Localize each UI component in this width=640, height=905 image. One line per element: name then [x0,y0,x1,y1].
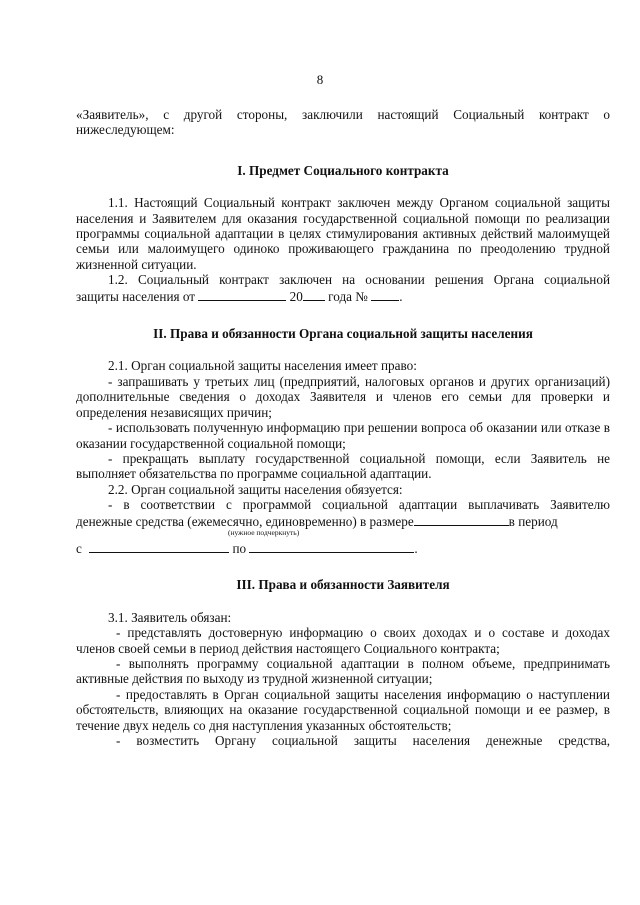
clause-2-2: 2.2. Орган социальной защиты населения обязуется: [108,481,403,497]
clause-2-1: 2.1. Орган социальной защиты населения имеет право: [108,358,417,374]
to-label: по [232,540,247,556]
year-blank [303,288,325,301]
clause-2-1-item-1: - запрашивать у третьих лиц (предприятий, налоговых органов и других организаций) дополнительные сведения о доходах Заявителя и членов его семьи для проверки и определения независящих причин; [76,373,610,420]
decision-number-blank [371,288,399,301]
clause-2-2-item-1: - в соответствии с программой социальной адаптации выплачивать Заявителю [108,497,610,513]
period-row [76,540,610,556]
period-to-blank [249,540,414,553]
year-prefix: 20 [289,288,303,304]
line-end-dot: . [399,288,403,304]
intro-paragraph: «Заявитель», с другой стороны, заключили настоящий Социальный контракт о нижеследующем: [76,107,610,138]
payment-text: денежные средства (ежемесячно, единовременно) в размере [76,513,414,529]
number-label: года № [328,288,368,304]
clause-3-1-item-1: - представлять достоверную информацию о своих доходах и о составе и доходах членов своей семьи в период действия настоящего Социального контракта; [76,625,610,656]
clause-3-1-item-2: - выполнять программу социальной адаптации в полном объеме, предпринимать активные действия по выходу из трудной жизненной ситуации; [76,655,610,687]
clause-2-1-item-2: - использовать полученную информацию при решении вопроса об оказании или отказе в оказании государственной социальной помощи; [76,420,610,451]
clause-1-2-line2 [76,288,610,304]
clause-2-1-item-3: - прекращать выплату государственной социальной помощи, если Заявитель не выполняет обязательства по программе социальной адаптации. [76,450,610,482]
clause-3-1-item-4: - возместить Органу социальной защиты населения денежные средства, [116,733,610,748]
clause-1-2-from-label: защиты населения от [76,288,196,304]
clause-1-1: 1.1. Настоящий Социальный контракт заключен между Органом социальной защиты населения и Заявителем для оказания государственной социальной помощи по реализации программы социальной адаптации в целях стимулирования активных действий малоимущей семьи или малоимущего одиноко проживающего гражданина по преодолению трудной жизненной ситуации. [76,195,610,272]
decision-date-blank [198,288,286,301]
clause-3-1: 3.1. Заявитель обязан: [108,609,232,625]
section-1-title: I. Предмет Социального контракта [237,162,449,178]
period-end-dot: . [414,540,418,556]
clause-1-2-line1: 1.2. Социальный контракт заключен на основании решения Органа социальной [108,272,610,288]
underline-note: (нужное подчеркнуть) [228,527,300,537]
clause-2-2-item-1-line2 [76,513,610,529]
page-number: 8 [316,72,324,87]
section-2-title: II. Права и обязанности Органа социальной защиты населения [153,326,533,342]
document-body [76,107,610,748]
period-label: в период [508,513,558,529]
from-label: с [76,540,82,556]
period-from-blank [89,540,229,553]
amount-blank [414,513,509,526]
section-3-title: III. Права и обязанности Заявителя [236,577,450,593]
clause-3-1-item-3: - предоставлять в Орган социальной защиты населения информацию о наступлении обстоятельств, влияющих на оказание государственной социальной помощи и ее размер, в течение двух недель со дня наступления указанных обстоятельств; [76,686,610,733]
